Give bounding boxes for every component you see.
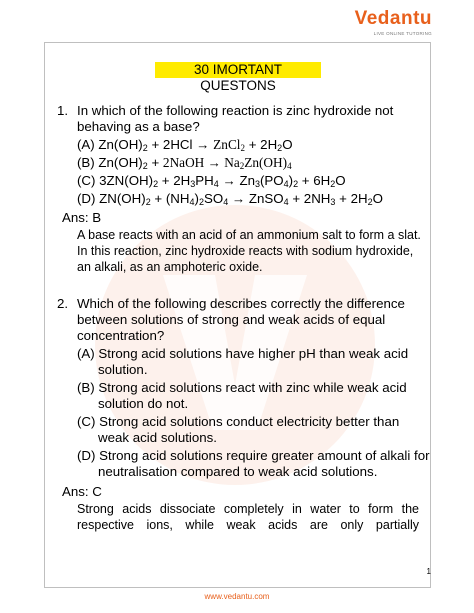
page-number: 1 — [426, 567, 431, 576]
question-2-line-1: Which of the following describes correctly the difference — [77, 296, 405, 311]
q1-option-c: (C) $3ZN(OH)_2 + 2H_3PH_4 \to Zn_3(PO_4)_2 + 6H_2O$ — [77, 173, 346, 189]
q2-option-b-line-1: (B) Strong acid solutions react with zinc while weak acid — [77, 380, 407, 395]
question-2-number: 2. — [57, 296, 69, 311]
q2-option-b-line-2: solution do not. — [98, 396, 189, 411]
q2-option-a-line-2: solution. — [98, 362, 148, 377]
q1-explanation-line-3: an alkali, as an amphoteric oxide. — [77, 260, 263, 274]
q2-option-c-line-2: weak acid solutions. — [98, 430, 217, 445]
vedantu-logo — [342, 8, 432, 46]
q2-explanation-line-1: Strong acids dissociate completely in water to form the — [77, 502, 419, 516]
question-1-line-2: behaving as a base? — [77, 119, 200, 134]
q1-explanation-line-2: In this reaction, zinc hydroxide reacts with sodium hydroxide, — [77, 244, 414, 258]
q2-option-a-line-1: (A) Strong acid solutions have higher pH than weak acid — [77, 346, 409, 361]
logo-tagline: LIVE ONLINE TUTORING — [373, 31, 432, 36]
footer-url: www.vedantu.com — [204, 592, 270, 601]
q1-option-b: (B) $Zn(OH)_2$ + 2NaOH → $Na_2Zn(OH)_4$ — [77, 155, 292, 171]
q2-explanation-line-2: respective ions, while weak acids are only partially — [77, 518, 419, 532]
q2-option-d-line-2: neutralisation compared to weak acid solutions. — [98, 464, 378, 479]
question-1-line-1: In which of the following reaction is zinc hydroxide not — [77, 103, 394, 118]
question-2-line-3: concentration? — [77, 328, 165, 343]
q2-option-c-line-1: (C) Strong acid solutions conduct electricity better than — [77, 414, 400, 429]
question-1-number: 1. — [57, 103, 69, 118]
q2-answer: Ans: C — [62, 484, 102, 499]
question-2-line-2: between solutions of strong and weak acids of equal — [77, 312, 386, 327]
q1-answer: Ans: B — [62, 210, 102, 225]
q2-option-d-line-1: (D) Strong acid solutions require greater amount of alkali for — [77, 448, 430, 463]
q1-explanation-line-1: A base reacts with an acid of an ammonium salt to form a slat. — [77, 228, 421, 242]
logo-wordmark: Vedantu — [354, 8, 432, 29]
page-title: 30 IMORTANT QUESTONS — [155, 62, 321, 78]
q1-option-a: (A) $Zn(OH)_2 + 2HCl$ → ZnCl$_2$ + $2H_2O$ — [77, 137, 293, 153]
q1-option-d: (D) $ZN(OH)_2 + (NH_4)_2SO_4$ → ZnSO$_4$ + $2NH_3 + 2H_2O$ — [77, 191, 383, 207]
